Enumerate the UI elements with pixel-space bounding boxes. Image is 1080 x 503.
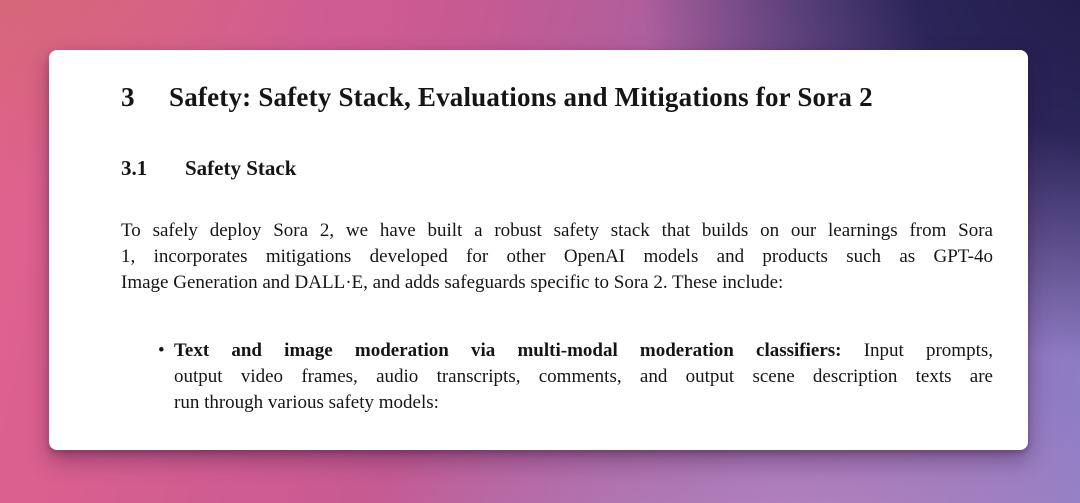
section-heading (121, 80, 993, 114)
subsection-number: 3.1 (121, 156, 148, 180)
intro-paragraph (121, 218, 993, 296)
bullet-line: output video frames, audio transcripts, comments, and output scene description texts are (174, 366, 993, 387)
bullet-line (174, 338, 993, 364)
bullet-bold-lead: Text and image moderation via multi-modal moderation classifiers: (174, 340, 842, 361)
list-item (158, 338, 993, 416)
document-page (49, 50, 1028, 450)
subsection-title: Safety Stack (185, 156, 297, 180)
paragraph-line: To safely deploy Sora 2, we have built a robust safety stack that builds on our learnings from Sora (121, 220, 993, 241)
section-title: Safety: Safety Stack, Evaluations and Mitigations for Sora 2 (169, 82, 873, 112)
paragraph-line: Image Generation and DALL·E, and adds safeguards specific to Sora 2. These include: (121, 272, 784, 293)
subsection-heading (121, 155, 993, 181)
bullet-lead-rest: Input prompts, (863, 340, 993, 361)
paragraph-line: 1, incorporates mitigations developed for other OpenAI models and products such as GPT-4o (121, 246, 993, 267)
section-number: 3 (121, 82, 135, 112)
bullet-list (121, 338, 993, 416)
bullet-icon: • (158, 340, 165, 361)
bullet-line: run through various safety models: (174, 392, 439, 413)
